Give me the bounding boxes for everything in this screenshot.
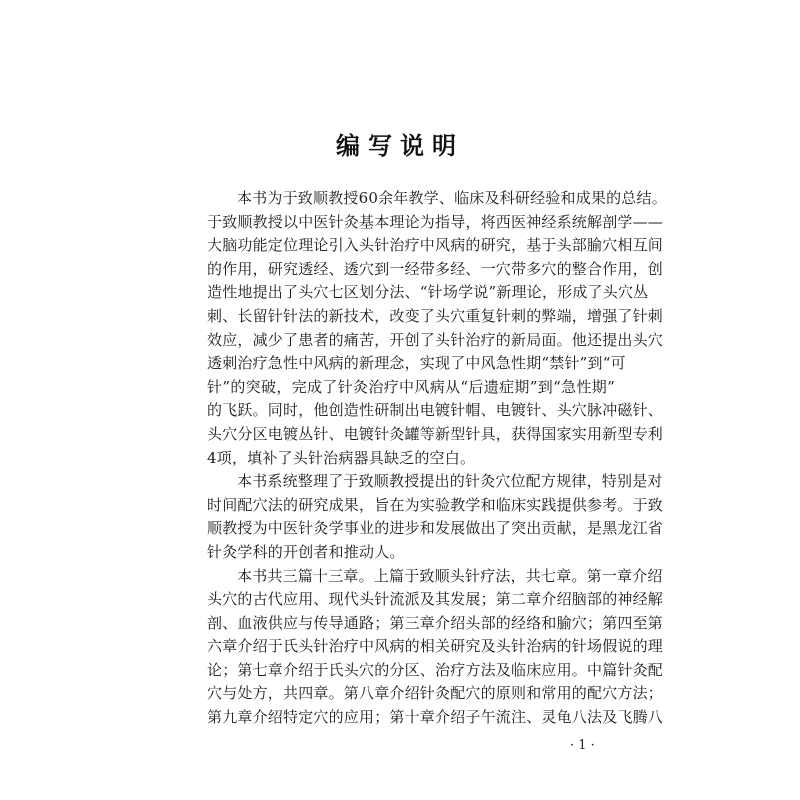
text-line: 头穴分区电镀丛针、电镀针灸罐等新型针具，获得国家实用新型专利 — [207, 424, 664, 443]
text-line: 论；第七章介绍于氏头穴的分区、治疗方法及临床应用。中篇针灸配 — [207, 660, 664, 679]
text-line: 效应，减少了患者的痛苦，开创了头针治疗的新局面。他还提出头穴 — [207, 330, 664, 349]
page-number: · 1 · — [570, 738, 595, 753]
text-line: 大脑功能定位理论引入头针治疗中风病的研究，基于头部腧穴相互间 — [207, 236, 664, 255]
text-line: 于致顺教授以中医针灸基本理论为指导，将西医神经系统解剖学—— — [207, 212, 664, 231]
text-line: 六章介绍于氏头针治疗中风病的相关研究及头针治病的针场假说的理 — [207, 637, 664, 656]
text-line: 本书系统整理了于致顺教授提出的针灸穴位配方规律，特别是对 — [237, 472, 663, 491]
paragraph-1 — [207, 187, 667, 470]
text-line: 针”的突破，完成了针灸治疗中风病从“后遗症期”到“急性期” — [207, 377, 615, 396]
text-line: 头穴的古代应用、现代头针流派及其发展；第二章介绍脑部的神经解 — [207, 590, 664, 609]
text-line: 造性地提出了头穴七区划分法、“针场学说”新理论，形成了头穴丛 — [207, 283, 649, 302]
text-line: 本书共三篇十三章。上篇于致顺头针疗法，共七章。第一章介绍 — [237, 566, 663, 585]
text-line: 顺教授为中医针灸学事业的进步和发展做出了突出贡献，是黑龙江省 — [207, 519, 664, 538]
text-line: 透刺治疗急性中风病的新理念，实现了中风急性期“禁针”到“可 — [207, 354, 626, 373]
text-line: 4项，填补了头针治病器具缺乏的空白。 — [207, 448, 476, 467]
text-line: 穴与处方，共四章。第八章介绍针灸配穴的原则和常用的配穴方法； — [207, 684, 664, 703]
page-title: 编写说明 — [336, 131, 464, 160]
text-line: 第九章介绍特定穴的应用；第十章介绍子午流注、灵龟八法及飞腾八 — [207, 708, 664, 727]
text-line: 的飞跃。同时，他创造性研制出电镀针帽、电镀针、头穴脉冲磁针、 — [207, 401, 664, 420]
paragraph-2 — [207, 470, 664, 564]
text-line: 本书为于致顺教授60余年教学、临床及科研经验和成果的总结。 — [237, 189, 667, 207]
text-line: 的作用，研究透经、透穴到一经带多经、一穴带多穴的整合作用，创 — [207, 259, 664, 278]
paragraph-3 — [207, 565, 664, 730]
text-line: 针灸学科的开创者和推动人。 — [207, 542, 405, 561]
text-line: 刺、长留针针法的新技术，改变了头穴重复针刺的弊端，增强了针刺 — [207, 306, 664, 325]
text-line: 时间配穴法的研究成果，旨在为实验教学和临床实践提供参考。于致 — [207, 495, 664, 514]
body-text — [207, 187, 667, 730]
text-line: 剖、血液供应与传导通路；第三章介绍头部的经络和腧穴；第四至第 — [207, 613, 664, 632]
